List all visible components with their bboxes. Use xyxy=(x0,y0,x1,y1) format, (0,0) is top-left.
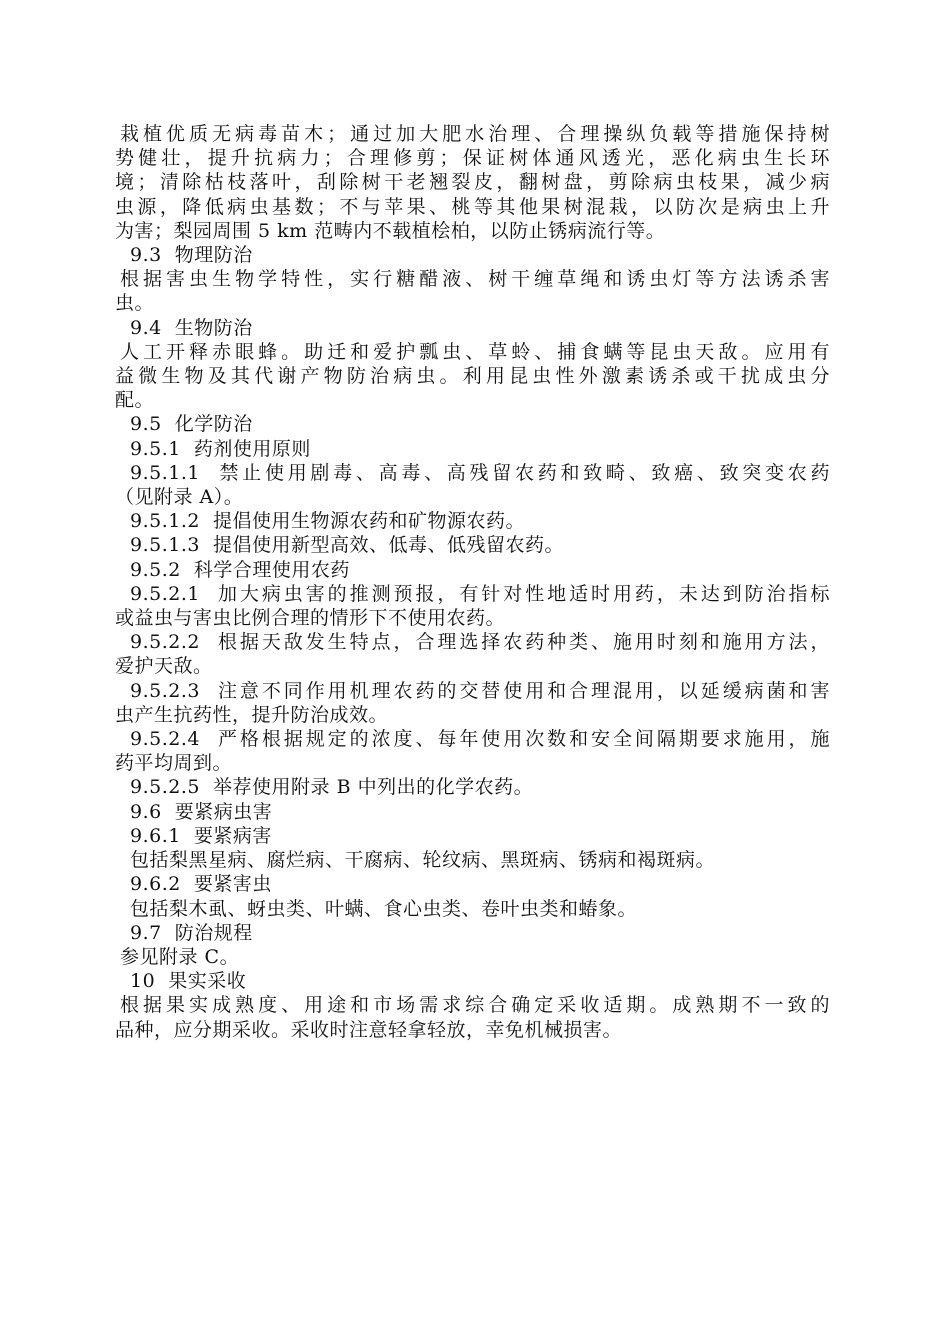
text-line: （见附录 A）。 xyxy=(115,486,244,509)
text-line: 爱护天敌。 xyxy=(115,655,213,678)
text-line: 9.5 化学防治 xyxy=(130,413,253,436)
text-line: 根据害虫生物学特性，实行糖醋液、树干缠草绳和诱虫灯等方法诱杀害 xyxy=(120,268,830,291)
text-line: 9.5.2 科学合理使用农药 xyxy=(130,558,350,581)
text-line: 虫产生抗药性，提升防治成效。 xyxy=(115,703,389,726)
text-line: 药平均周到。 xyxy=(115,752,233,775)
text-line: 9.5.1.3 提倡使用新型高效、低毒、低残留农药。 xyxy=(130,534,565,557)
text-line: 9.6 要紧病虫害 xyxy=(130,800,273,823)
text-line: 势健壮，提升抗病力；合理修剪；保证树体通风透光，恶化病虫生长环 xyxy=(115,147,830,170)
text-line: 9.5.2.3 注意不同作用机理农药的交替使用和合理混用，以延缓病菌和害 xyxy=(130,679,830,702)
text-line: 9.5.2.1 加大病虫害的推测预报，有针对性地适时用药，未达到防治指标 xyxy=(130,582,830,605)
text-line: 9.6.1 要紧病害 xyxy=(130,824,272,847)
text-line: 品种，应分期采收。采收时注意轻拿轻放，幸免机械损害。 xyxy=(115,1018,623,1041)
text-line: 人工开释赤眼蜂。助迁和爱护瓢虫、草蛉、捕食螨等昆虫天敌。应用有 xyxy=(120,340,830,363)
text-line: 9.3 物理防治 xyxy=(130,244,253,267)
text-line: 境；清除枯枝落叶，刮除树干老翘裂皮，翻树盘，剪除病虫枝果，减少病 xyxy=(115,171,830,194)
text-line: 9.5.1.1 禁止使用剧毒、高毒、高残留农药和致畸、致癌、致突变农药 xyxy=(130,461,830,484)
text-line: 9.6.2 要紧害虫 xyxy=(130,873,272,896)
text-line: 9.5.1.2 提倡使用生物源农药和矿物源农药。 xyxy=(130,510,526,533)
document-body xyxy=(115,122,830,1042)
text-line: 9.5.2.5 举荐使用附录 B 中列出的化学农药。 xyxy=(130,776,534,799)
text-line: 9.4 生物防治 xyxy=(130,316,253,339)
text-line: 为害；梨园周围 5 km 范畴内不载植桧柏，以防止锈病流行等。 xyxy=(115,219,666,242)
text-line: 益微生物及其代谢产物防治病虫。利用昆虫性外激素诱杀或干扰成虫分 xyxy=(115,365,830,388)
text-line: 栽植优质无病毒苗木；通过加大肥水治理、合理操纵负载等措施保持树 xyxy=(120,123,830,145)
text-line: 参见附录 C。 xyxy=(120,945,240,968)
text-line: 9.5.2.4 严格根据规定的浓度、每年使用次数和安全间隔期要求施用，施 xyxy=(130,728,830,751)
text-line: 9.5.2.2 根据天敌发生特点，合理选择农药种类、施用时刻和施用方法， xyxy=(130,631,830,654)
text-line: 包括梨木虱、蚜虫类、叶螨、食心虫类、卷叶虫类和蝽象。 xyxy=(130,897,638,920)
text-line: 10 果实采收 xyxy=(130,970,247,993)
text-line: 包括梨黑星病、腐烂病、干腐病、轮纹病、黑斑病、锈病和褐斑病。 xyxy=(130,849,716,872)
text-line: 根据果实成熟度、用途和市场需求综合确定采收适期。成熟期不一致的 xyxy=(120,994,830,1017)
text-line: 9.7 防治规程 xyxy=(130,921,253,944)
text-line: 虫。 xyxy=(115,292,155,315)
text-line: 9.5.1 药剂使用原则 xyxy=(130,437,311,460)
text-line: 或益虫与害虫比例合理的情形下不使用农药。 xyxy=(115,607,506,630)
text-line: 配。 xyxy=(115,389,155,412)
text-line: 虫源，降低病虫基数；不与苹果、桃等其他果树混栽，以防次是病虫上升 xyxy=(115,195,830,218)
